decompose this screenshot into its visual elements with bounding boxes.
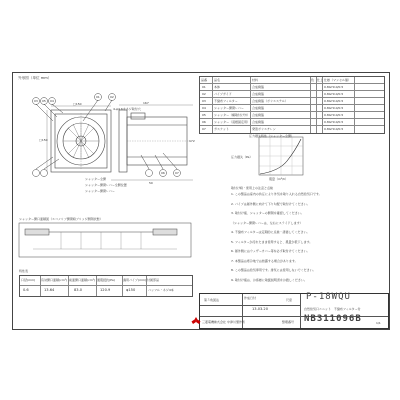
depth-dimension: 50	[149, 181, 153, 185]
doc-number-label: 整理番号	[282, 320, 295, 324]
parts-header: 品名	[214, 78, 221, 82]
table-row: 01	[202, 85, 206, 89]
table-row: 03	[202, 99, 206, 103]
parts-header: 色	[311, 78, 315, 82]
product-name: 自然給気口ユニット 不織布フィルター付	[304, 307, 361, 311]
table-row: 合成樹脂	[252, 92, 265, 96]
shutter-open-note: シャッター全開	[85, 177, 106, 181]
note-line: 8. この製品は給気専用です。排気には使用しないでください。	[231, 268, 316, 272]
model-number: P-18WQU	[306, 292, 351, 302]
hole-dimension: 4-φ4.6木ネジ取付穴	[113, 107, 141, 111]
spec-value: φ150	[126, 288, 136, 292]
spec-value: 120.9	[100, 288, 111, 292]
lever-note: シャッター開閉レバー	[85, 189, 115, 193]
spec-value: 0.6	[23, 288, 29, 292]
mitsubishi-logo-icon	[191, 317, 201, 325]
parts-header: 仕上	[317, 78, 324, 82]
company-name: 三菱電機株式会社 中津川製作所	[202, 320, 245, 324]
note-line: （シャッター開閉レバーは、左右にスライドします）	[231, 220, 303, 225]
table-row: 0.8GY9.0/0.5	[324, 85, 344, 89]
table-row: 0.8GY9.0/0.5	[324, 127, 344, 131]
table-row: シャッター（羽根固定用）	[214, 120, 250, 124]
notes-title: 取付け時・使用上の注意と点検	[231, 186, 274, 190]
parts-header: 品番	[201, 78, 208, 82]
pipe-dimension: 172	[189, 139, 195, 143]
scale-label: 尺度	[286, 298, 293, 302]
graph-title: 圧力損失特性（シャッター全開）	[249, 134, 294, 138]
table-row: 07	[202, 127, 206, 131]
note-line: 3. 取付け後、シャッターの開閉を確認してください。	[231, 211, 304, 215]
spec-header: 口径(mm)	[21, 278, 36, 282]
table-row: シャッター開閉レバー	[214, 106, 244, 110]
table-row: 0.8GY9.0/0.5	[324, 92, 344, 96]
table-row: 発泡ポリエチレン	[252, 127, 276, 131]
table-row: 合成樹脂	[252, 106, 265, 110]
top-dimension: □150	[73, 102, 82, 106]
note-line: 7. 本製品は寒冷地では結露する場合があります。	[231, 258, 298, 263]
angle-label: 第３角図法	[204, 298, 220, 302]
spec-value: 83.0	[74, 288, 83, 292]
note-line: 9. 取付け後は、お客様に取扱説明書をお渡しください。	[231, 277, 307, 282]
spec-title: 特性表	[19, 269, 29, 273]
callout-06: 06	[161, 171, 165, 175]
spec-header: 適用パイプ(mm)	[123, 278, 147, 282]
page-number: 1/1	[376, 321, 381, 325]
outline-title: 外形図（単位 mm）	[18, 76, 52, 80]
table-row: 04	[202, 106, 206, 110]
spec-value: 13.64	[44, 288, 55, 292]
note-line: 1. この製品は室内の負圧により外気を取り入れる自然給気口です。	[231, 192, 322, 196]
table-row: 06	[202, 120, 206, 124]
callout-03: 03	[34, 99, 38, 103]
table-row: 0.8GY9.0/0.5	[324, 120, 344, 124]
callout-01: 01	[96, 95, 100, 99]
note-line: 4. 不織布フィルターは定期的に点検・清掃してください。	[231, 230, 310, 234]
table-row: 0.8GY9.0/0.5	[324, 113, 344, 117]
table-row: 02	[202, 92, 206, 96]
note-line: 6. 屋外側にはウェザーカバー等を必ず取付けてください。	[231, 249, 310, 253]
spec-header: 有効開口面積(cm²)	[41, 278, 68, 282]
lever-open-note: シャッター開閉レバー全開位置	[85, 183, 127, 187]
table-row: 0.8GY9.0/0.5	[324, 99, 344, 103]
callout-05: 05	[42, 99, 46, 103]
filter-diagram-title: シャッター開口面積図（エコノリブ開閉時ブリッジ開閉状態）	[19, 217, 103, 221]
table-row: 不織布フィルター	[214, 99, 238, 103]
table-row: 本体	[214, 85, 221, 89]
table-row: パイプガイド	[214, 92, 232, 96]
callout-02: 02	[110, 95, 114, 99]
callout-04: 04	[50, 99, 54, 103]
table-row: シャッター（横取付け外）	[214, 113, 250, 117]
doc-number: NB311096B	[304, 314, 362, 324]
date-label: 作成日付	[244, 296, 257, 300]
length-dimension: 167	[143, 101, 149, 105]
drawing-sheet	[12, 72, 390, 330]
spec-header: 通風抵抗(Pa)	[97, 278, 115, 282]
parts-header: 材料	[252, 78, 259, 82]
parts-header: 仕様（マンセル値）	[324, 78, 352, 82]
table-row: 合成樹脂	[252, 85, 265, 89]
table-row: 合成樹脂（ポリエステル）	[252, 99, 288, 103]
parts-table	[199, 76, 385, 134]
date-value: 13.03.20	[252, 307, 269, 311]
graph-y-label: 圧力損失（Pa）	[231, 155, 253, 159]
note-line: 5. フィルターが汚れたまま使用すると、風量が低下します。	[231, 239, 313, 244]
table-row: 05	[202, 113, 206, 117]
spec-header: 前面開口面積(cm²)	[69, 278, 96, 282]
table-row: 0.8GY9.0/0.5	[324, 106, 344, 110]
table-row: 合成樹脂	[252, 120, 265, 124]
spec-header: 付属部品	[147, 278, 160, 282]
callout-07: 07	[175, 171, 179, 175]
spec-table	[19, 275, 193, 297]
spec-value: バッフル・ネジ4本	[148, 288, 174, 292]
table-row: 合成樹脂	[252, 113, 265, 117]
title-block	[199, 293, 389, 329]
notes-list	[231, 192, 383, 284]
table-row: ガスケット	[214, 127, 229, 131]
note-line: 2. パイプは屋外側に向けて下り勾配で取付けてください。	[231, 201, 310, 206]
side-dimension: □150	[39, 138, 48, 142]
graph-x-label: 風量（m³/h）	[269, 177, 289, 181]
